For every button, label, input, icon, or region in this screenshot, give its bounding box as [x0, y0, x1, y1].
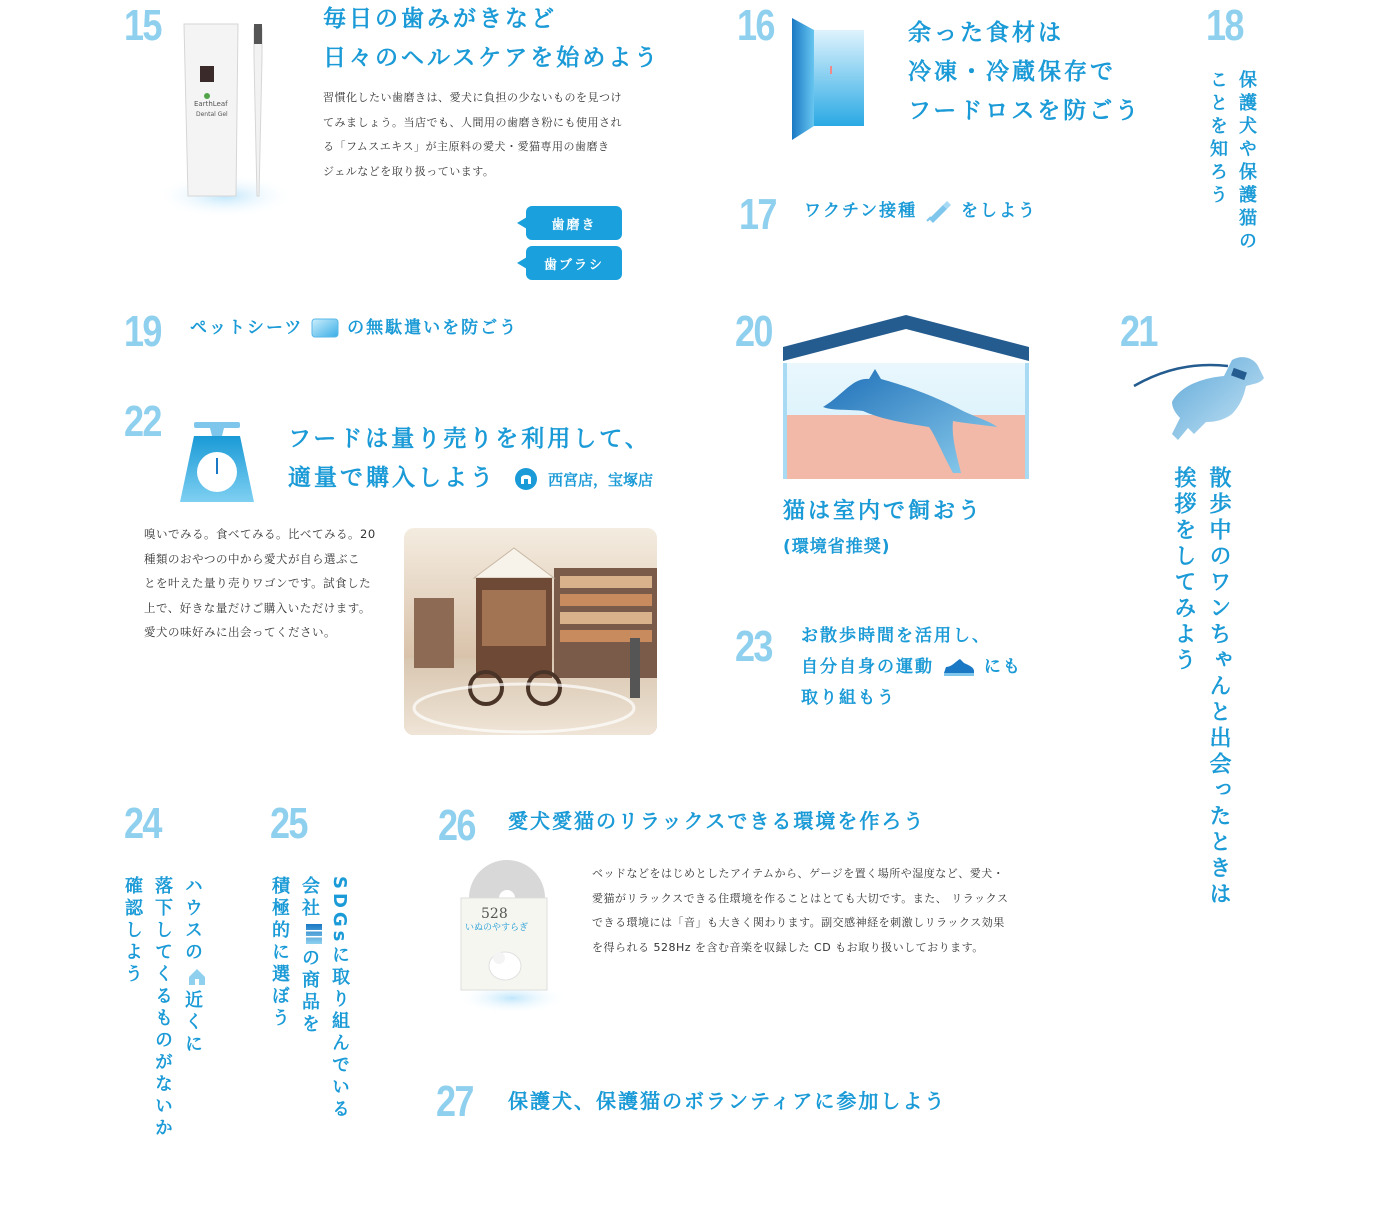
item-16-number: 16: [737, 1, 774, 50]
toothpaste-product-image: [150, 18, 300, 218]
sneaker-icon: [942, 657, 976, 677]
item-15-title: 毎日の歯みがきなど 日々のヘルスケアを始めよう: [323, 6, 661, 71]
item-15-description: 習慣化したい歯磨きは、愛犬に負担の少ないものを見つけ てみましょう。当店でも、人間用の歯磨き粉にも使用され る「フムスエキス」が主原料の愛犬・愛猫専用の歯磨き ジェルなどを取り扱っています。: [323, 91, 622, 178]
item-21-number: 21: [1120, 307, 1157, 356]
item-26-description: ベッドなどをはじめとしたアイテムから、ゲージを置く場所や湿度など、愛犬・ 愛猫がリラックスできる住環境を作ることはとても大切です。また、 リラックス できる環境には「音」も大きく関わります。副交感神経を刺激しリラックス効果 を得られる 528Hz を含む音楽を収録した CD もお取り扱いしております。: [592, 867, 1009, 954]
item-17-title: ワクチン接種 をしよう: [804, 201, 1037, 221]
item-27-title: 保護犬、保護猫のボランティアに参加しよう: [508, 1089, 947, 1113]
item-26-title: 愛犬愛猫のリラックスできる環境を作ろう: [508, 809, 926, 833]
stores-label: 西宮店，宝塚店: [548, 471, 654, 489]
item-23-number: 23: [735, 622, 772, 671]
item-16-title: 余った食材は 冷凍・冷蔵保存で フードロスを防ごう: [908, 20, 1142, 124]
indoor-cat-house-illustration: [783, 315, 1029, 479]
cd-number-text: 528: [481, 906, 508, 922]
item-23-title: お散歩時間を活用し、 自分自身の運動 にも 取り組もう: [801, 626, 1022, 708]
relaxation-cd-product-image: [455, 858, 570, 1014]
toothpaste-brand-text: EarthLeaf: [194, 100, 228, 108]
bulk-food-wagon-photo: [404, 528, 657, 735]
item-24-title: ハウスの 近くに 落下してくるものがないか 確認しよう: [117, 876, 207, 1140]
item-22-description: 嗅いでみる。食べてみる。比べてみる。20 種類のおやつの中から愛犬が自ら選ぶこ とを叶えた量り売りワゴンです。試食した 上で、好きな量だけご購入いただけます。 愛犬の味好みに出会ってください。: [144, 527, 376, 639]
scale-icon: [180, 422, 254, 502]
item-20-number: 20: [735, 307, 772, 356]
item-18-number: 18: [1206, 1, 1243, 50]
item-25-title: SDGsに取り組んでいる 会社 の商品を 積極的に選ぼう: [269, 876, 350, 1122]
item-20-subtitle: (環境省推奨): [783, 537, 891, 557]
pet-sheet-icon: [311, 317, 339, 339]
walking-dog-illustration: [1132, 348, 1266, 446]
item-26-number: 26: [438, 801, 475, 850]
syringe-icon: [925, 199, 953, 223]
item-24-number: 24: [124, 799, 161, 848]
item-21-title: 散歩中のワンちゃんと出会ったときは 挨拶をしてみよう: [1171, 466, 1231, 908]
cd-title-text: いぬのやすらぎ: [465, 923, 529, 933]
item-25-number: 25: [270, 799, 307, 848]
item-18-title: 保護犬や保護猫の ことを知ろう: [1207, 70, 1257, 254]
item-20-title: 猫は室内で飼おう: [783, 499, 984, 524]
item-22-number: 22: [124, 397, 161, 446]
building-icon: [305, 923, 323, 945]
item-19-title: ペットシーツ の無駄遣いを防ごう: [190, 318, 519, 338]
house-icon: [187, 967, 207, 987]
tag-toothbrush[interactable]: 歯ブラシ: [526, 246, 622, 280]
item-27-number: 27: [436, 1077, 473, 1126]
item-17-number: 17: [739, 190, 776, 239]
tag-toothpaste[interactable]: 歯磨き: [526, 206, 622, 240]
store-icon: [515, 468, 537, 490]
toothpaste-name-text: Dental Gel: [196, 111, 228, 118]
item-19-number: 19: [124, 307, 161, 356]
refrigerator-icon: [790, 16, 866, 142]
item-22-title: フードは量り売りを利用して、 適量で購入しよう 西宮店，宝塚店: [288, 426, 654, 491]
item-15-number: 15: [124, 1, 161, 50]
